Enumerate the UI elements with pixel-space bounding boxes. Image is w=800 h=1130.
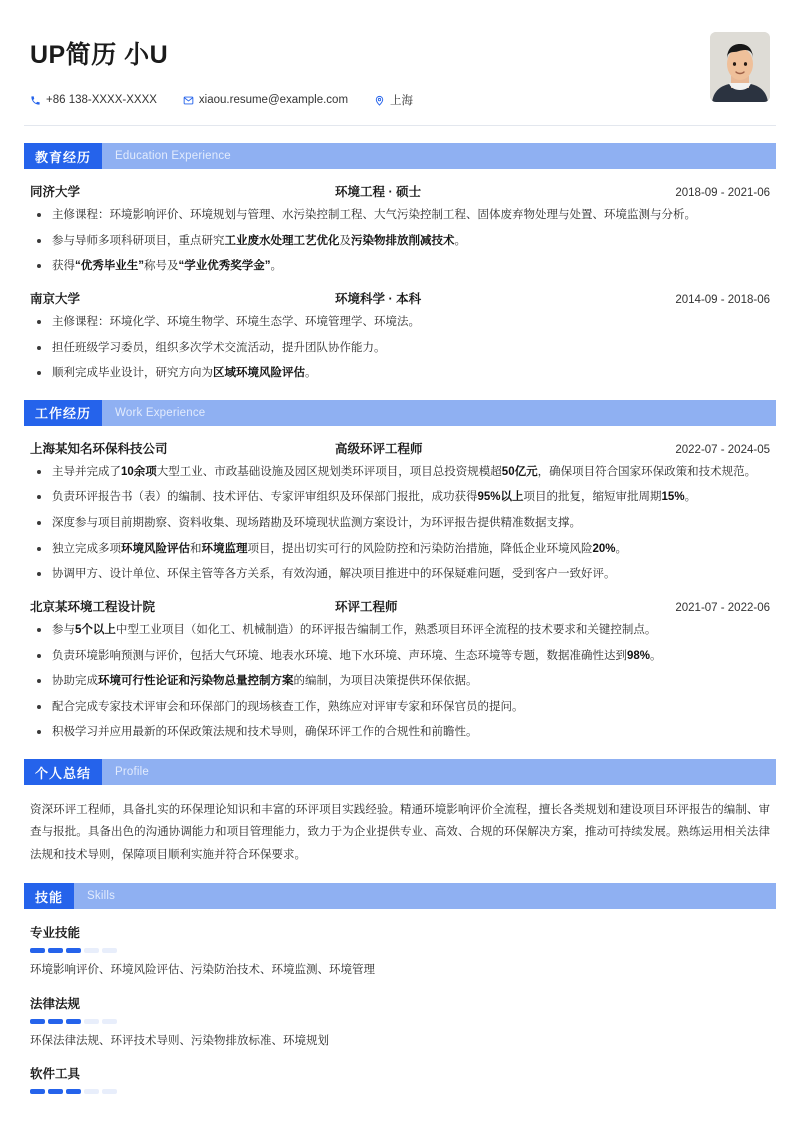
page-title: UP简历 小U [30,41,169,69]
section-0 [24,143,776,383]
entry [24,439,776,584]
entry-organization: 北京某环境工程设计院 [30,599,156,614]
list-item: 参与导师多项科研项目，重点研究工业废水处理工艺优化及污染物排放削减技术。 [30,232,770,251]
list-item: 主导并完成了10余项大型工业、市政基础设施及园区规划类环评项目，项目总投资规模超50亿元，确保项目符合国家环保政策和技术规范。 [30,463,770,482]
rating-segment [66,948,81,953]
rating-segment [48,948,63,953]
entry [24,182,776,276]
list-item: 深度参与项目前期勘察、资料收集、现场踏勘及环境现状监测方案设计，为环评报告提供精准数据支撑。 [30,514,770,533]
skill-block [24,994,776,1050]
section-bar-1 [24,400,776,426]
section-subtitle: Work Experience [115,406,206,419]
section-subtitle: Skills [87,890,116,903]
skill-detail: 环境影响评价、环境风险评估、污染防治技术、环境监测、环境管理 [30,964,375,977]
section-profile [24,759,776,866]
contact-email-value: xiaou.resume@example.com [198,94,349,106]
skill-rating [30,1089,770,1094]
section-skills [24,883,776,1094]
list-item: 负责环评报告书（表）的编制、技术评估、专家评审组织及环保部门报批，成功获得95%以上项目的批复，缩短审批周期15%。 [30,488,770,507]
skill-name: 专业技能 [30,926,81,941]
resume-sections [24,143,776,1094]
section-1 [24,400,776,742]
entry-header [30,182,770,200]
entry-date: 2021-07 - 2022-06 [675,601,770,614]
rating-segment [102,948,117,953]
entry-header [30,439,770,457]
section-subtitle: Profile [115,766,150,778]
rating-segment [48,1019,63,1024]
rating-segment [30,1089,45,1094]
list-item: 协调甲方、设计单位、环保主管等各方关系，有效沟通，解决项目推进中的环保疑难问题，受到客户一致好评。 [30,565,770,584]
list-item: 主修课程：环境影响评价、环境规划与管理、水污染控制工程、大气污染控制工程、固体废弃物处理与处置、环境监测与分析。 [30,206,770,225]
list-item: 担任班级学习委员，组织多次学术交流活动，提升团队协作能力。 [30,339,770,358]
section-badge: 教育经历 [24,143,102,169]
list-item: 积极学习并应用最新的环保政策法规和技术导则，确保环评工作的合规性和前瞻性。 [30,723,770,742]
entry-role: 环境工程 · 硕士 [335,185,422,199]
resume-header [24,26,776,126]
entry-role: 环境科学 · 本科 [335,291,422,306]
avatar [710,32,770,102]
skill-name: 软件工具 [30,1067,81,1082]
list-item: 独立完成多项环境风险评估和环境监理项目，提出切实可行的风险防控和污染防治措施，降低企业环境风险20%。 [30,540,770,559]
contact-phone[interactable] [30,94,157,106]
header-divider [24,125,776,126]
section-badge: 工作经历 [24,400,102,426]
rating-segment [84,948,99,953]
location-icon [374,95,385,106]
rating-segment [102,1019,117,1024]
entry-bullets [30,206,770,276]
list-item: 主修课程：环境化学、环境生物学、环境生态学、环境管理学、环境法。 [30,313,770,332]
contact-location-value: 上海 [390,95,414,107]
entry [24,289,776,383]
skill-name: 法律法规 [30,996,81,1011]
entry-date: 2022-07 - 2024-05 [675,443,770,456]
entry-role: 环评工程师 [335,599,398,614]
avatar-photo [710,32,770,102]
list-item: 获得“优秀毕业生”称号及“学业优秀奖学金”。 [30,257,770,276]
contact-row [24,92,776,108]
skill-block [24,1064,776,1094]
skill-rating [30,1019,770,1024]
section-badge: 技能 [24,883,74,909]
skill-detail: 环保法律法规、环评技术导则、污染物排放标准、环境规划 [30,1034,329,1047]
entry-header [30,597,770,615]
entry-bullets [30,313,770,383]
skill-rating [30,948,770,953]
rating-segment [30,1019,45,1024]
entry-organization: 同济大学 [30,185,81,199]
rating-segment [84,1019,99,1024]
contact-phone-value: +86 138-XXXX-XXXX [46,94,157,106]
list-item: 配合完成专家技术评审会和环保部门的现场核查工作，熟练应对评审专家和环保官员的提问。 [30,698,770,717]
contact-email[interactable] [183,94,348,106]
list-item: 协助完成环境可行性论证和污染物总量控制方案的编制，为项目决策提供环保依据。 [30,672,770,691]
rating-segment [102,1089,117,1094]
list-item: 顺利完成毕业设计，研究方向为区域环境风险评估。 [30,364,770,383]
section-subtitle: Education Experience [115,150,231,162]
entry-bullets [30,463,770,584]
entry-header [30,289,770,307]
section-badge: 个人总结 [24,759,102,785]
rating-segment [30,948,45,953]
phone-icon [30,95,41,106]
skill-block [24,923,776,979]
rating-segment [48,1089,63,1094]
entry [24,597,776,742]
entry-bullets [30,621,770,742]
entry-role: 高级环评工程师 [335,441,423,456]
section-bar-0 [24,143,776,169]
list-item: 负责环境影响预测与评价，包括大气环境、地表水环境、地下水环境、声环境、生态环境等专题，数据准确性达到98%。 [30,647,770,666]
rating-segment [66,1089,81,1094]
mail-icon [183,95,194,106]
entry-date: 2018-09 - 2021-06 [675,187,770,199]
profile-text: 资深环评工程师，具备扎实的环保理论知识和丰富的环评项目实践经验。精通环境影响评价全流程，擅长各类规划和建设项目环评报告的编制、审查与报批。具备出色的沟通协调能力和项目管理能力，致力于为企业提供专业、高效、合规的环保解决方案，推动可持续发展。熟练运用相关法律法规和技术导则，保障项目顺利实施并符合环保要求。 [30,804,770,861]
rating-segment [66,1019,81,1024]
rating-segment [84,1089,99,1094]
entry-date: 2014-09 - 2018-06 [675,293,770,306]
list-item: 参与5个以上中型工业项目（如化工、机械制造）的环评报告编制工作，熟悉项目环评全流程的技术要求和关键控制点。 [30,621,770,640]
contact-location[interactable] [374,92,413,108]
section-bar-profile [24,759,776,785]
entry-organization: 上海某知名环保科技公司 [30,441,168,456]
entry-organization: 南京大学 [30,291,81,306]
section-bar-skills [24,883,776,909]
